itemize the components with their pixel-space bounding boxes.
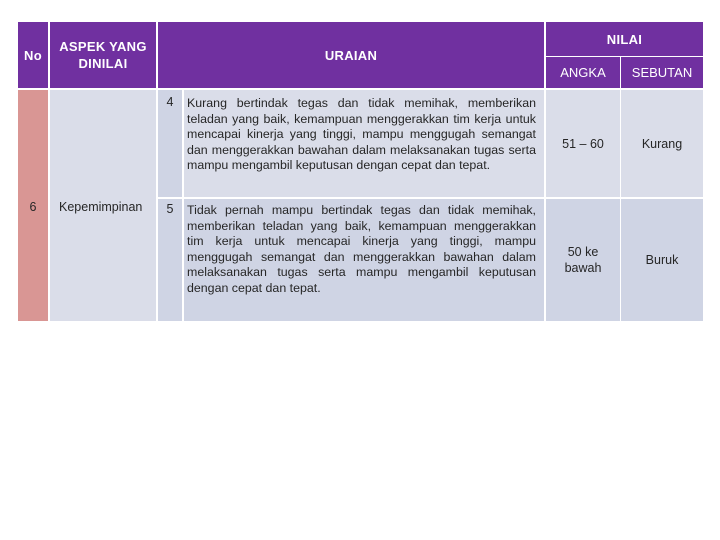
- row-1-description-cell: [184, 90, 544, 197]
- aspek-value: Kepemimpinan: [59, 200, 143, 214]
- row-1-description: Kurang bertindak tegas dan tidak memihak, memberikan teladan yang baik, kemampuan menggerakkan tim kerja untuk mencapai kinerja yang tinggi, mampu menggugah semangat dan menggerakkan bawahan dalam melaksanakan tugas serta mampu mengambil keputusan dengan cepat dan tepat.: [187, 96, 536, 173]
- header-nilai-label: NILAI: [606, 31, 643, 47]
- header-angka: [546, 57, 620, 88]
- header-no-label: No: [24, 47, 42, 63]
- header-no: [18, 22, 48, 88]
- row-2-sebutan: Buruk: [645, 253, 679, 267]
- no-value: 6: [29, 200, 37, 214]
- row-2-angka-cell: [546, 199, 620, 321]
- header-nilai: [546, 22, 703, 56]
- row-1-angka-cell: [546, 90, 620, 197]
- aspek-cell: [50, 90, 156, 321]
- header-uraian-label: URAIAN: [324, 47, 378, 63]
- row-1-sebutan-cell: [621, 90, 703, 197]
- header-angka-label: ANGKA: [560, 65, 606, 80]
- header-sebutan-label: SEBUTAN: [631, 65, 693, 80]
- row-1-angka: 51 – 60: [562, 136, 604, 151]
- row-1-score-cell: [158, 90, 182, 197]
- row-2-score-cell: [158, 199, 182, 321]
- row-2-description-cell: [184, 199, 544, 321]
- header-aspek: [50, 22, 156, 88]
- row-1-score: 4: [166, 95, 174, 109]
- row-2-sebutan-cell: [621, 199, 703, 321]
- no-cell: [18, 90, 48, 321]
- row-2-angka: 50 ke bawah: [564, 245, 602, 275]
- row-2-description: Tidak pernah mampu bertindak tegas dan tidak memihak, memberikan teladan yang baik, kemampuan menggerakkan tim kerja untuk mencapai kinerja yang tinggi, mampu menggugah semangat dan menggerakkan bawahan dalam melaksanakan tugas serta mampu mengambil keputusan dengan cepat dan tepat.: [187, 203, 536, 295]
- row-2-score: 5: [166, 202, 174, 216]
- row-1-sebutan: Kurang: [641, 136, 683, 151]
- header-uraian: [158, 22, 544, 88]
- header-aspek-label: ASPEK YANG DINILAI: [59, 39, 147, 71]
- header-sebutan: [621, 57, 703, 88]
